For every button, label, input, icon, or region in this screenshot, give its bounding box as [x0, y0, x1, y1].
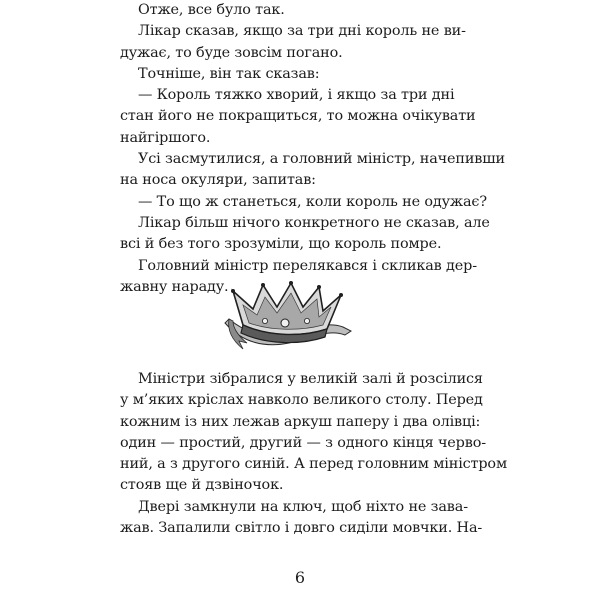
text-line: найгіршого. [120, 129, 211, 146]
text-line: Усі засмутилися, а головний міністр, начепивши [138, 151, 505, 168]
text-line: Головний міністр перелякався і скликав дер- [138, 257, 477, 274]
text-line: Міністри зібралися у великій залі й розсілися [138, 371, 483, 387]
text-line: — Король тяжко хворий, і якщо за три дні [138, 87, 455, 104]
text-line: ний, а з другого синій. А перед головним міністром [120, 456, 507, 473]
text-line: Двері замкнули на ключ, щоб ніхто не зава- [138, 498, 468, 515]
crown-icon [219, 279, 355, 357]
text-line: стояв ще й дзвіночок. [120, 477, 284, 494]
text-line: Отже, все було так. [138, 2, 285, 18]
text-line: жавну нараду. [120, 278, 229, 295]
text-line: один — простий, другий — з одного кінця черво- [120, 434, 486, 451]
text-line: у м’яких кріслах навколо великого столу. Перед [120, 392, 483, 409]
text-block-lower [120, 369, 507, 539]
text-line: жав. Запалили світло і довго сиділи мовчки. На- [120, 520, 483, 537]
text-line: на носа окуляри, запитав: [120, 172, 316, 189]
text-line: Точніше, він так сказав: [138, 65, 320, 82]
page-number: 6 [294, 568, 306, 587]
text-line: кожним із них лежав аркуш паперу і два олівці: [120, 413, 481, 430]
text-line: дужає, то буде зовсім погано. [120, 44, 343, 61]
text-block-upper [120, 0, 505, 298]
text-line: Лікар більш нічого конкретного не сказав, але [138, 214, 490, 231]
text-line: стан його не покращиться, то можна очікувати [120, 108, 476, 125]
text-line: Лікар сказав, якщо за три дні король не ви- [138, 23, 466, 40]
text-line: — То що ж станеться, коли король не одужає? [138, 193, 487, 210]
text-line: всі й без того зрозуміли, що король помре. [120, 236, 442, 253]
